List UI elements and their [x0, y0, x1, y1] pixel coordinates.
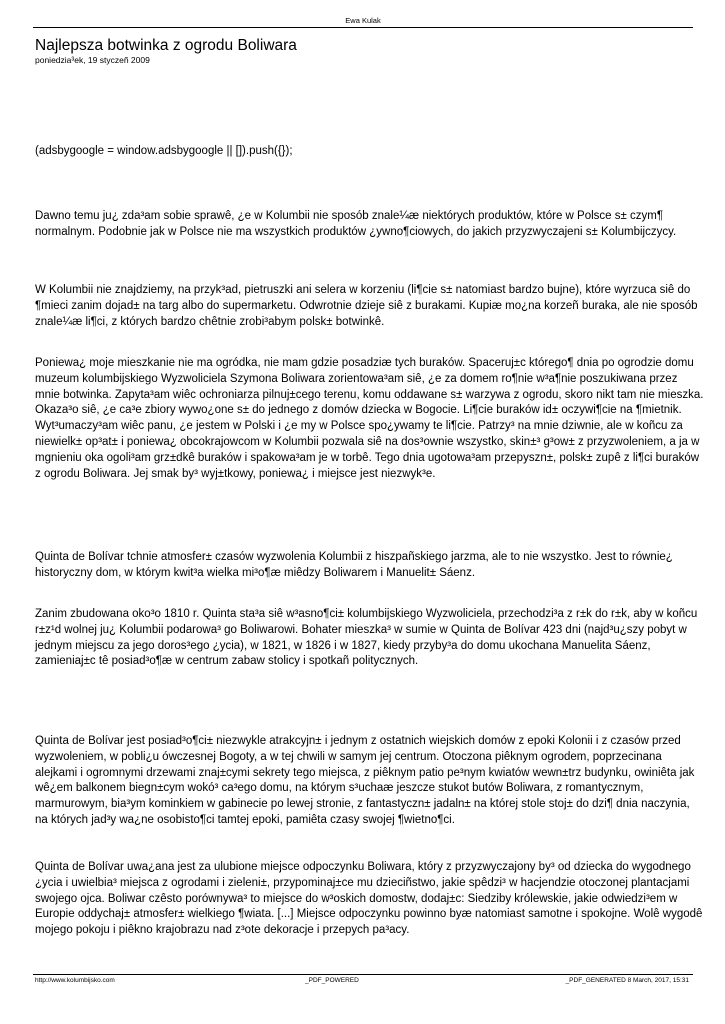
article-title: Najlepsza botwinka z ogrodu Boliwara — [35, 37, 297, 54]
article-date: poniedzia³ek, 19 styczeñ 2009 — [35, 55, 150, 65]
header-divider — [33, 27, 693, 28]
article-paragraph-3: Poniewa¿ moje mieszkanie nie ma ogródka, nie mam gdzie posadziæ tych buraków. Spaceruj±c którego¶ dnia po ogrodzie domu muzeum kolumbijskiego Wyzwoliciela Szymona Boliwara zorientowa³am siê, ¿e za domem ro¶nie w³a¶nie poszukiwana przez mnie botwinka. Zapyta³am wiêc ochroniarza pilnuj±cego terenu, komu oddawane s± warzywa z ogrodu, skoro nikt tam nie mieszka. Okaza³o siê, ¿e ca³e zbiory wywo¿one s± do jednego z domów dziecka w Bogocie. Li¶cie buraków id± oczywi¶cie na ¶mietnik. Wyt³umaczy³am wiêc panu, ¿e jestem w Polski i ¿e my w Polsce spo¿ywamy te li¶cie. Patrzy³ na mnie dziwnie, ale w koñcu za niewielk± op³at± i poniewa¿ obcokrajowcom w Kolumbii pozwala siê na dos³ownie wszystko, skin±³ g³ow± z przyzwoleniem, a ja w mgnieniu oka ogoli³am grz±dkê buraków i spakowa³am je w torbê. Tego dnia ugotowa³am przepyszn±, polsk± zupê z li¶ci buraków z ogrodu Boliwara. Jej smak by³ wyj±tkowy, poniewa¿ i miejsce jest niezwyk³e. — [35, 357, 704, 480]
page-header-author: Ewa Kulak — [345, 16, 381, 25]
article-paragraph-2: W Kolumbii nie znajdziemy, na przyk³ad, pietruszki ani selera w korzeniu (li¶cie s± natomiast bardzo bujne), które wyrzuca siê do ¶mieci zanim dojad± na targ albo do supermarketu. Odwrotnie dzieje siê z burakami. Kupiæ mo¿na korzeñ buraka, ale nie sposób znale¼æ li¶ci, z których bardzo chêtnie zrobi³abym polsk± botwinkê. — [35, 284, 698, 328]
article-paragraph-1: Dawno temu ju¿ zda³am sobie sprawê, ¿e w Kolumbii nie sposób znale¼æ niektórych produktów, które w Polsce s± czym¶ normalnym. Podobnie jak w Polsce nie ma wszystkich produktów ¿ywno¶ciowych, do jakich przyzwyczajeni s± Kolumbijczycy. — [35, 210, 677, 238]
footer-powered: _PDF_POWERED — [305, 977, 359, 984]
footer-divider — [33, 974, 693, 975]
article-paragraph-7: Quinta de Bolívar uwa¿ana jest za ulubione miejsce odpoczynku Boliwara, który z przyzwyczajony by³ od dziecka do wygodnego ¿ycia i uwielbia³ miejsca z ogrodami i zieleni±, przypominaj±ce mu dzieciñstwo, jakie spêdzi³ w hacjendzie otoczonej plantacjami swojego ojca. Boliwar czêsto porównywa³ to miejsce do w³oskich domostw, dodaj±c: Siedziby królewskie, jakie odwiedzi³em w Europie oddychaj± atmosfer± wielkiego ¶wiata. [...] Miejsce odpoczynku powinno byæ natomiast samotne i spokojne. Wolê wygodê mojego pokoju i piêkno krajobrazu nad z³ote dekoracje i przepych pa³acy. — [35, 861, 703, 937]
footer-generated: _PDF_GENERATED 8 March, 2017, 15:31 — [565, 977, 689, 984]
article-paragraph-4: Quinta de Bolívar tchnie atmosfer± czasów wyzwolenia Kolumbii z hiszpañskiego jarzma, ale to nie wszystko. Jest to równie¿ historyczny dom, w którym kwit³a wielka mi³o¶æ miêdzy Boliwarem i Manuelit± Sáenz. — [35, 551, 673, 579]
article-paragraph-6: Quinta de Bolívar jest posiad³o¶ci± niezwykle atrakcyjn± i jednym z ostatnich wiejskich domów z epoki Kolonii i z czasów przed wyzwoleniem, w pobli¿u ówczesnej Bogoty, a w tej chwili w samym jej centrum. Otoczona piêknym ogrodem, poprzecinana alejkami i ogromnymi drzewami znaj±cymi sekrety tego miejsca, z piêknym patio pe³nym kwiatów wewn±trz budynku, owiniêta jak wê¿em balkonem biegn±cym wokó³ ca³ego domu, na którym s³uchaæ jeszcze stukot butów Boliwara, z romantycznym, marmurowym, bia³ym kominkiem w gabinecie po lewej stronie, z fantastyczn± jadaln± na której stole stoj± do dzi¶ dnia naczynia, na których jad³y wa¿ne osobisto¶ci tamtej epoki, pamiêta czasy swojej ¶wietno¶ci. — [35, 735, 695, 826]
ads-script-line: (adsbygoogle = window.adsbygoogle || []).push({}); — [35, 145, 293, 157]
footer-url[interactable]: http://www.kolumbijsko.com — [35, 977, 115, 984]
article-paragraph-5: Zanim zbudowana oko³o 1810 r. Quinta sta³a siê w³asno¶ci± kolumbijskiego Wyzwoliciela, przechodzi³a z r±k do r±k, aby w koñcu r±z¹d wolnej ju¿ Kolumbii podarowa³ go Boliwarowi. Bohater mieszka³ w sumie w Quinta de Bolívar 423 dni (najd³u¿szy pobyt w jednym miejscu za jego doros³ego ¿ycia), w 1821, w 1826 i w 1827, kiedy przyby³a do domu ukochana Manuelita Sáenz, zamieniaj±c tê posiad³o¶æ w centrum zabaw stolicy i spotkañ politycznych. — [35, 608, 698, 668]
